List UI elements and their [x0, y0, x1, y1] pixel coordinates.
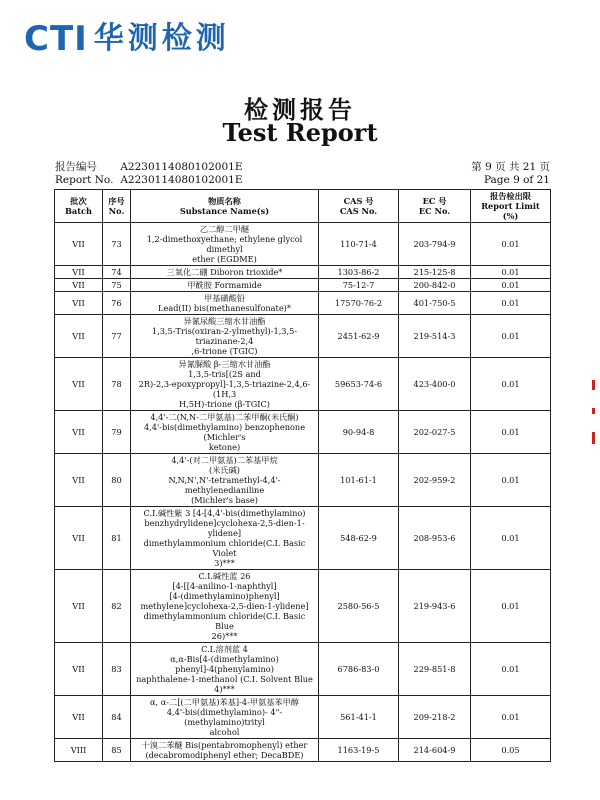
cell-no: 80: [103, 454, 131, 507]
cell-limit: 0.05: [471, 739, 551, 762]
header-cas: CAS 号 CAS No.: [319, 190, 399, 223]
cell-batch: VII: [55, 570, 103, 643]
cell-ec: 200-842-0: [399, 279, 471, 292]
cell-limit: 0.01: [471, 507, 551, 570]
company-logo: [24, 19, 230, 59]
logo-text: 华测检测: [93, 21, 230, 56]
logo-mark: CTI: [24, 19, 88, 59]
cell-ec: 209-218-2: [399, 696, 471, 739]
cell-batch: VII: [55, 223, 103, 266]
cell-no: 81: [103, 507, 131, 570]
cell-substance: 甲酰胺 Formamide: [131, 279, 319, 292]
cell-batch: VII: [55, 643, 103, 696]
cell-cas: 59653-74-6: [319, 358, 399, 411]
table-header-row: [55, 190, 551, 223]
cell-limit: 0.01: [471, 279, 551, 292]
cell-limit: 0.01: [471, 696, 551, 739]
page-indicator: [471, 161, 550, 187]
cell-no: 82: [103, 570, 131, 643]
cell-cas: 2580-56-5: [319, 570, 399, 643]
header-substance: 物质名称 Substance Name(s): [131, 190, 319, 223]
table-row: [55, 643, 551, 696]
cell-substance: 乙二醇二甲醚 1,2-dimethoxyethane; ethylene glycol dimethyl ether (EGDME): [131, 223, 319, 266]
cell-substance: 4,4'-二(N,N-二甲氨基)二苯甲酮(米氏酮) 4,4'-bis(dimethylamino) benzophenone (Michler's ketone): [131, 411, 319, 454]
cell-ec: 229-851-8: [399, 643, 471, 696]
page-indicator-en: Page 9 of 21: [483, 174, 550, 186]
cell-substance: 异氰尿酸三缩水甘油酯 1,3,5-Tris(oxiran-2-ylmethyl)-1,3,5-triazinane-2,4 ,6-trione (TGIC): [131, 315, 319, 358]
cell-ec: 202-027-5: [399, 411, 471, 454]
cell-cas: 75-12-7: [319, 279, 399, 292]
table-row: [55, 739, 551, 762]
cell-cas: 6786-83-0: [319, 643, 399, 696]
cell-substance: C.I.溶剂蓝 4 α,α-Bis[4-(dimethylamino) phenyl]-4(phenylamino) naphthalene-1-methanol (C.I. Solvent Blue 4)***: [131, 643, 319, 696]
cell-substance: 异氰脲酸 β-三缩水甘油酯 1,3,5-tris[(2S and 2R)-2,3-epoxypropyl]-1,3,5-triazine-2,4,6-(1H,3 H,5H)-trione (β-TGIC): [131, 358, 319, 411]
table-row: [55, 454, 551, 507]
cell-batch: VII: [55, 411, 103, 454]
edge-mark: [592, 432, 595, 444]
cell-substance: 甲基磺酸铅 Lead(II) bis(methanesulfonate)*: [131, 292, 319, 315]
table-row: [55, 411, 551, 454]
edge-mark: [592, 380, 595, 390]
cell-cas: 110-71-4: [319, 223, 399, 266]
cell-ec: 219-943-6: [399, 570, 471, 643]
cell-limit: 0.01: [471, 570, 551, 643]
cell-batch: VII: [55, 358, 103, 411]
cell-batch: VII: [55, 292, 103, 315]
cell-ec: 203-794-9: [399, 223, 471, 266]
cell-no: 85: [103, 739, 131, 762]
cell-no: 74: [103, 266, 131, 279]
table-row: [55, 358, 551, 411]
table-row: [55, 223, 551, 266]
cell-batch: VII: [55, 279, 103, 292]
cell-batch: VII: [55, 315, 103, 358]
cell-ec: 219-514-3: [399, 315, 471, 358]
header-limit: 报告检出限 Report Limit (%): [471, 190, 551, 223]
cell-ec: 423-400-0: [399, 358, 471, 411]
cell-limit: 0.01: [471, 292, 551, 315]
report-title-cn: 检测报告: [244, 95, 356, 124]
cell-limit: 0.01: [471, 411, 551, 454]
cell-no: 78: [103, 358, 131, 411]
cell-cas: 1303-86-2: [319, 266, 399, 279]
table-row: [55, 570, 551, 643]
report-no-label-en: Report No.: [55, 174, 114, 186]
cell-ec: 202-959-2: [399, 454, 471, 507]
cell-batch: VII: [55, 454, 103, 507]
cell-ec: 214-604-9: [399, 739, 471, 762]
table-row: [55, 266, 551, 279]
cell-cas: 2451-62-9: [319, 315, 399, 358]
report-no-label-cn: 报告编号: [55, 161, 97, 173]
cell-limit: 0.01: [471, 454, 551, 507]
cell-cas: 1163-19-5: [319, 739, 399, 762]
cell-batch: VII: [55, 507, 103, 570]
cell-substance: 十溴二苯醚 Bis(pentabromophenyl) ether (decabromodiphenyl ether; DecaBDE): [131, 739, 319, 762]
cell-no: 83: [103, 643, 131, 696]
table-row: [55, 292, 551, 315]
cell-limit: 0.01: [471, 223, 551, 266]
cell-ec: 208-953-6: [399, 507, 471, 570]
cell-limit: 0.01: [471, 266, 551, 279]
cell-cas: 561-41-1: [319, 696, 399, 739]
report-number-block: [55, 161, 242, 187]
cell-limit: 0.01: [471, 358, 551, 411]
cell-no: 75: [103, 279, 131, 292]
cell-cas: 17570-76-2: [319, 292, 399, 315]
cell-substance: α, α-二[(二甲氨基)苯基]-4-甲氨基苯甲醇 4,4'-bis(dimethylamino)- 4"-(methylamino)trityl alcohol: [131, 696, 319, 739]
cell-no: 79: [103, 411, 131, 454]
table-row: [55, 507, 551, 570]
cell-substance: 4,4'-(对二甲氨基)二苯基甲烷 (米氏碱) N,N,N',N'-tetramethyl-4,4'-methylenedianiline (Michler's base): [131, 454, 319, 507]
header-ec: EC 号 EC No.: [399, 190, 471, 223]
header-batch: 批次 Batch: [55, 190, 103, 223]
edge-mark: [592, 408, 595, 414]
cell-no: 73: [103, 223, 131, 266]
cell-limit: 0.01: [471, 643, 551, 696]
cell-ec: 401-750-5: [399, 292, 471, 315]
cell-substance: 三氧化二硼 Diboron trioxide*: [131, 266, 319, 279]
side-edge-marks: [592, 380, 598, 462]
cell-batch: VII: [55, 696, 103, 739]
report-title-en: Test Report: [222, 118, 378, 147]
table-row: [55, 279, 551, 292]
cell-substance: C.I.碱性蓝 26 [4-[[4-anilino-1-naphthyl] [4-(dimethylamino)phenyl] methylene]cyclohexa-2,5-dien-1-ylidene] dimethylammonium chloride(C.I. Basic Blue 26)***: [131, 570, 319, 643]
header-no: 序号 No.: [103, 190, 131, 223]
cell-no: 84: [103, 696, 131, 739]
cell-ec: 215-125-8: [399, 266, 471, 279]
substance-table: [54, 189, 551, 762]
cell-cas: 101-61-1: [319, 454, 399, 507]
cell-batch: VIII: [55, 739, 103, 762]
table-row: [55, 696, 551, 739]
page-indicator-cn: 第 9 页 共 21 页: [471, 161, 550, 173]
cell-limit: 0.01: [471, 315, 551, 358]
report-no-value-en: A2230114080102001E: [120, 174, 243, 186]
report-no-value-cn: A2230114080102001E: [120, 161, 243, 173]
cell-substance: C.I.碱性紫 3 [4-[4,4'-bis(dimethylamino) benzhydrylidene]cyclohexa-2,5-dien-1-ylidene] dimethylammonium chloride(C.I. Basic Violet 3)***: [131, 507, 319, 570]
cell-batch: VII: [55, 266, 103, 279]
cell-no: 76: [103, 292, 131, 315]
cell-cas: 90-94-8: [319, 411, 399, 454]
cell-no: 77: [103, 315, 131, 358]
table-row: [55, 315, 551, 358]
cell-cas: 548-62-9: [319, 507, 399, 570]
